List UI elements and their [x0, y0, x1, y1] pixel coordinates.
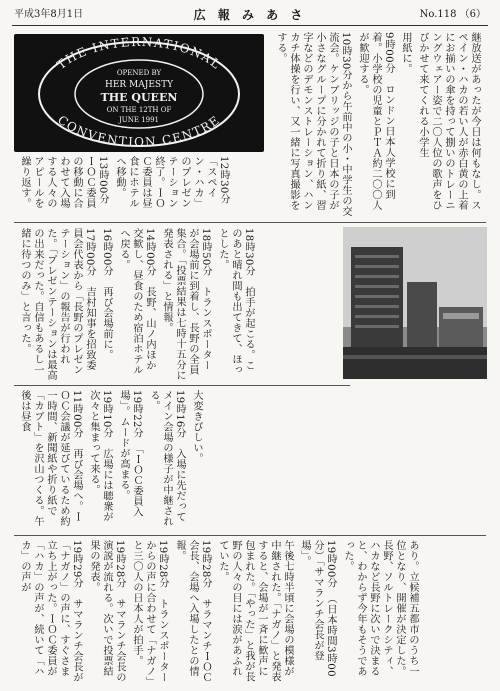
- paragraph: 14時00分 長野、山ノ内ほか交歓し、昼食のため宿泊ホテルへ戻る。: [118, 228, 155, 375]
- top-right-text: [270, 32, 488, 218]
- paragraph: 12時30分 「スペイン・ハカ」のプレゼンテーション終了。ＩＯＣ委員は昼食にホテルへ移動。: [114, 156, 229, 215]
- header-rule: [12, 25, 488, 26]
- paragraph: 午後七時半頃に会場の模様が中継された。「ナガノ」と発表すると、会場が一斉に歓声に包まれた。「やった」と我が長野の人々の目には涙があふれていた。: [217, 540, 293, 682]
- newsletter-title: 広 報 み あ さ: [193, 8, 307, 22]
- paragraph: 19時16分 入場に先だってメイン会場の様子が中継される。: [148, 390, 185, 527]
- paragraph: 19時28分 サラマンチＩＯＣ会長、会場へ入場したとの情報。: [174, 540, 211, 683]
- paragraph: 11時00分 再び会場へ。ＩＯＣ会議が延びているため約一時間、新聞紙や折り紙で「カブト」を沢山つくる。午後は昼食: [19, 390, 82, 527]
- paragraph: 18時30分 拍手が起こる。このあと晴れ間も出てきて、ほっとした。: [217, 228, 254, 375]
- emblem-line-5: JUNE 1991: [119, 116, 159, 124]
- emblem-line-3: THE QUEEN: [100, 91, 178, 104]
- paragraph: 大変きびしい。: [191, 390, 202, 464]
- issue-number: No.118 （6）: [419, 9, 486, 20]
- paragraph: 19時22分 「ＩＯＣ委員入場」。ムードが高まる。: [118, 390, 142, 518]
- paragraph: 19時28分 トランスポーターからの声に合わせて「ナガノ」と三〇人の日本人が拍手。: [131, 540, 168, 683]
- paragraph: 10時30分から午前中の小・中学生の交流会。ケンブリッジの子と日本の子が小さなグループに分かれて折り紙、習字などのデモンストレーション、ハンカチ体操を行い、又一緒に写真撮影をする。: [275, 32, 351, 217]
- emblem-line-4: ON THE 12TH OF: [106, 106, 172, 114]
- section-rule-3: [14, 535, 486, 536]
- convention-centre-photo: [14, 34, 264, 152]
- paragraph: 18時50分 トランスポーターが会場前に到着し、長野の全員集合。「投票結果は七時十五分に発表される」と情報。: [161, 228, 211, 381]
- bottom-text: [14, 540, 488, 685]
- paragraph: 9時00分 ロンドン日本人学校に到着。小学校の児童とＰＴＡ約二〇〇人が歓迎する。: [357, 32, 394, 211]
- paragraph: 13時00分 ＩＯＣ委員の移動に合わせて入場する人々のアピールを繰り返す。: [19, 156, 108, 215]
- paragraph: 継放送があったが今日は何もなし。スペイン・ハカの若い人が赤白黄の上着にお揃いの傘を持って捌いのトレーニングウェアー姿で二〇人位の歌声をひびかせて来てくれる小学生: [417, 32, 480, 211]
- emblem-line-1: OPENED BY: [116, 69, 162, 77]
- emblem-line-2: HER MAJESTY: [104, 80, 174, 90]
- convention-centre-emblem: [14, 34, 264, 152]
- emblem-ring-top: THE INTERNATIONAL: [54, 34, 224, 73]
- paragraph: 19時28分 サマランチ会長の演説が流れる。次いで投票結果の発表。: [88, 540, 125, 683]
- page-header: [14, 6, 486, 24]
- section-rule-2: [14, 385, 350, 386]
- paragraph: 19時10分 広場には聴衆が次々と集まって来る。: [88, 390, 112, 523]
- paragraph: 用紙に。: [400, 32, 411, 74]
- middle-text: [14, 228, 338, 381]
- paragraph: 19時29分 サマランチ会長が「ナガノ」の声に、すぐさま立ち上がった。ＩＯＣ委員が「ハカ」の声が、続いて「ハカ」の声が: [19, 540, 82, 683]
- paragraph: 16時00分 再び会場前に。: [101, 228, 112, 361]
- emblem-ring-bottom: CONVENTION CENTRE: [55, 112, 223, 150]
- paragraph: 17時00分 吉村知事を招致委員会代表から「長野のプレゼンテーション」の報告が行われた。「プレゼンテーションは最高の出来だった。自信もあるし一緒に待つのみ」と言った。: [19, 228, 95, 381]
- lower-middle-text: [14, 390, 488, 530]
- issue-date: 平成3年8月1日: [14, 9, 84, 20]
- convention-centre-building-photo: [343, 227, 487, 379]
- paragraph: あり。立候補五都市のうち一位となり、開催が決定した。長野、ソルトレークシティ、ハカなど長野に次いで決まると、わからず今年もそうであった。: [342, 540, 418, 677]
- section-rule-1: [14, 222, 486, 223]
- paragraph: 19時00分 （日本時間3時00分）「サマランチ会長が登場」。: [299, 540, 336, 677]
- top-left-text: [14, 156, 264, 218]
